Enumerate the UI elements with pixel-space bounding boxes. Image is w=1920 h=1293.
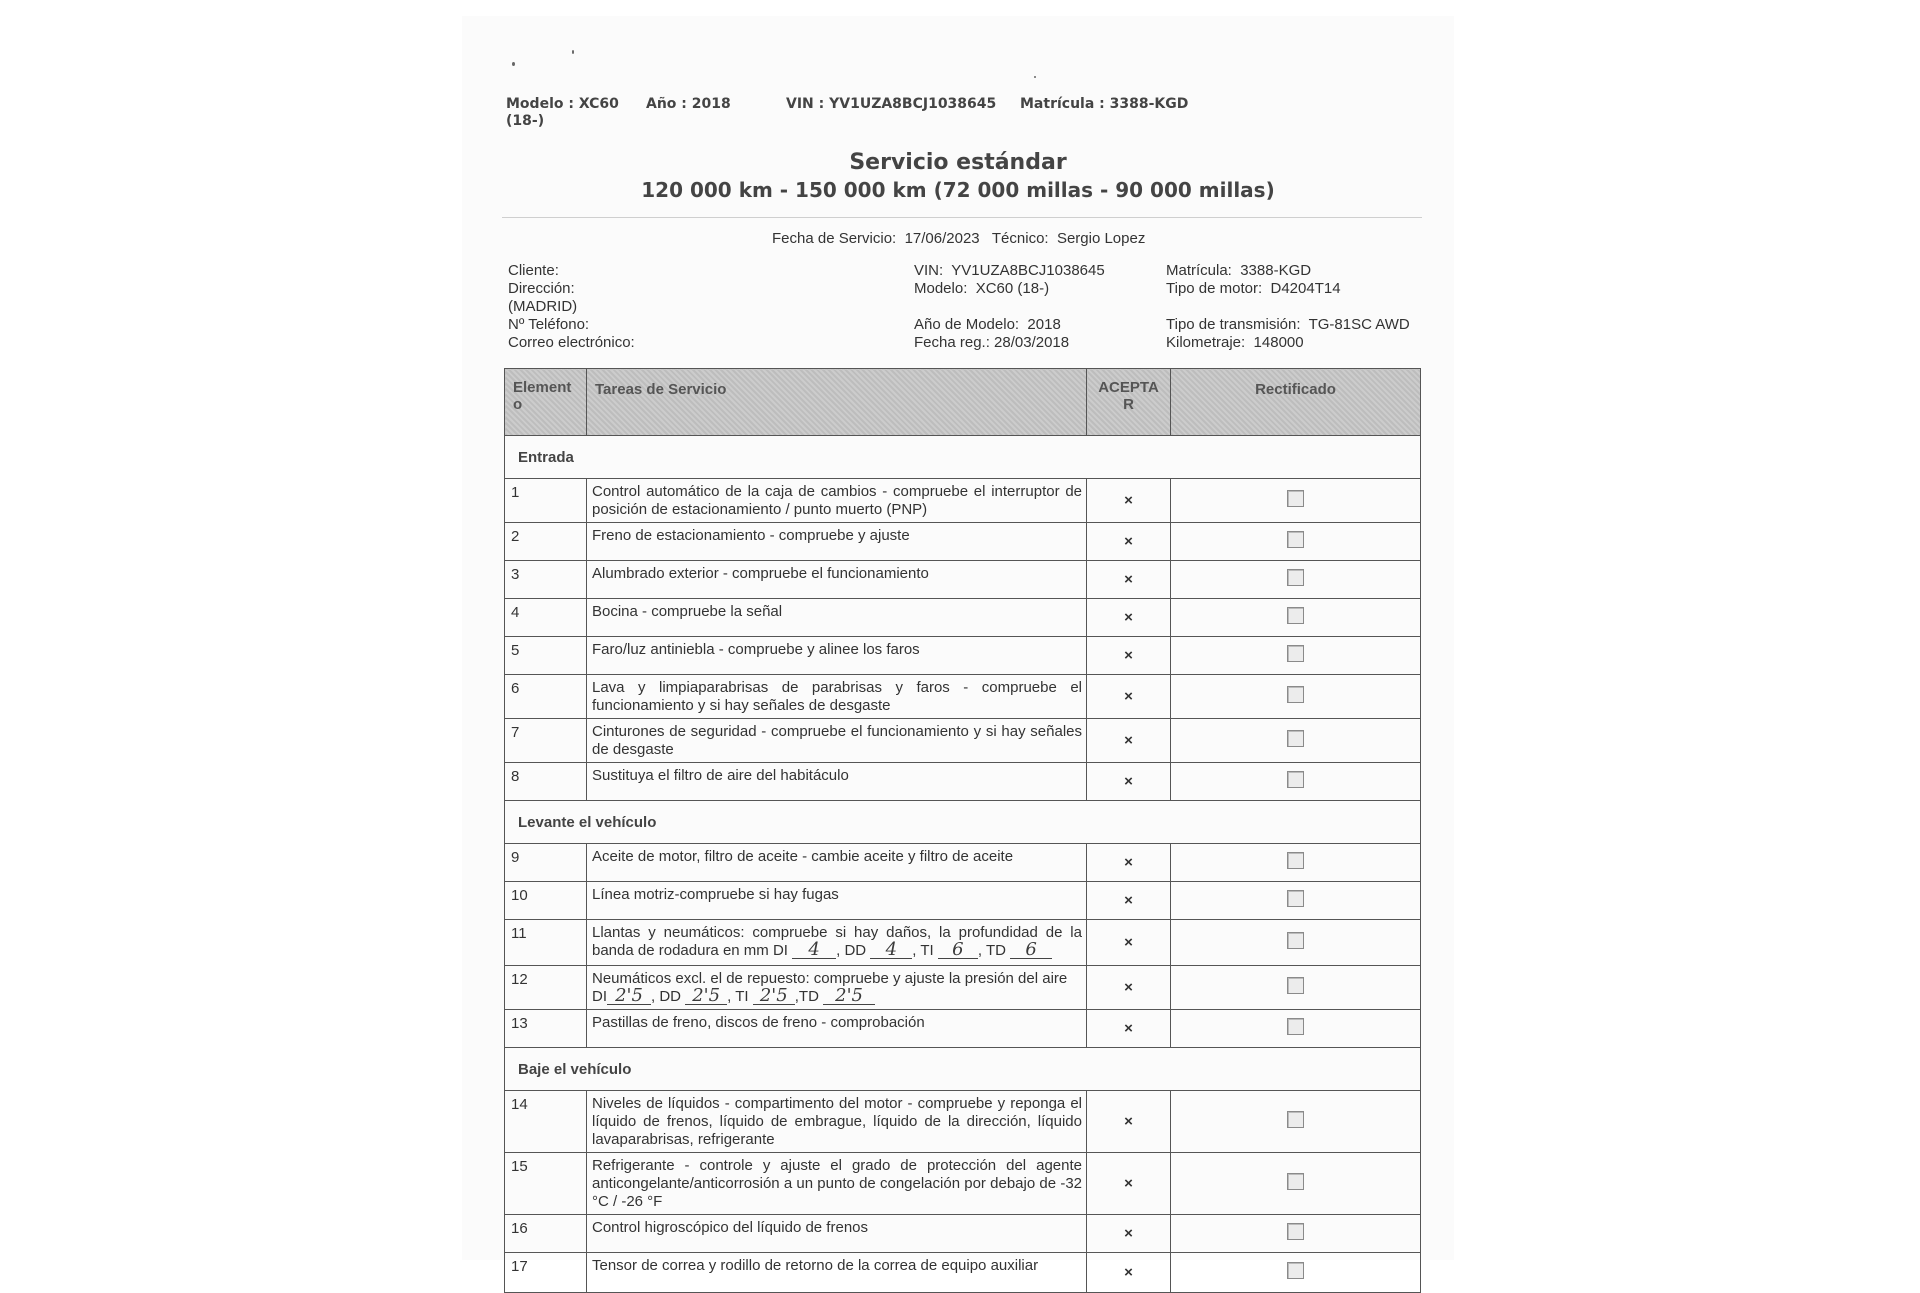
rectified-cell: [1171, 719, 1421, 763]
row-task: Aceite de motor, filtro de aceite - cambie aceite y filtro de aceite: [587, 844, 1087, 882]
scan-speck: [1034, 76, 1036, 78]
accept-cell: [1087, 599, 1171, 637]
plate-value: 3388-KGD: [1240, 262, 1312, 279]
vin-value: YV1UZA8BCJ1038645: [951, 262, 1105, 279]
rectified-checkbox[interactable]: [1287, 607, 1304, 624]
rectified-checkbox[interactable]: [1287, 1173, 1304, 1190]
section-row: [505, 1048, 1421, 1091]
accept-cell: [1087, 1215, 1171, 1253]
year-value: 2018: [1027, 316, 1061, 333]
header-aceptar-line1: ACEPTA: [1098, 379, 1159, 396]
row-number: 9: [505, 844, 587, 882]
technician: Sergio Lopez: [1056, 230, 1146, 247]
table-row: [505, 1253, 1421, 1293]
td-label: ,TD: [794, 988, 819, 1005]
cross-icon: ×: [1124, 1113, 1133, 1130]
model-label: Modelo:: [914, 280, 968, 297]
rectified-checkbox[interactable]: [1287, 852, 1304, 869]
header-modelo: Modelo : XC60: [506, 96, 619, 112]
cross-icon: ×: [1124, 892, 1133, 909]
cross-icon: ×: [1124, 688, 1133, 705]
service-date: 17/06/2023: [904, 230, 980, 247]
rectified-checkbox[interactable]: [1287, 977, 1304, 994]
vehicle-vin: [914, 262, 1105, 280]
rectified-cell: [1171, 844, 1421, 882]
rectified-checkbox[interactable]: [1287, 531, 1304, 548]
scanned-document: [462, 16, 1454, 1281]
ti-label: , TI: [727, 988, 749, 1005]
rectified-cell: [1171, 1215, 1421, 1253]
handwritten-dd: 2'5: [685, 988, 727, 1005]
vehicle-model: [914, 280, 1049, 298]
row-task: Tensor de correa y rodillo de retorno de la correa de equipo auxiliar: [587, 1253, 1087, 1293]
cross-icon: ×: [1124, 979, 1133, 996]
cross-icon: ×: [1124, 773, 1133, 790]
handwritten-td: 2'5: [823, 988, 875, 1005]
table-row: [505, 1091, 1421, 1153]
header-tareas: Tareas de Servicio: [587, 369, 1087, 436]
table-row: [505, 1010, 1421, 1048]
section-entrada: Entrada: [505, 436, 1421, 479]
cross-icon: ×: [1124, 609, 1133, 626]
address-label: Dirección:: [508, 280, 575, 297]
table-row: [505, 966, 1421, 1010]
ti-label: , TI: [912, 942, 934, 959]
cross-icon: ×: [1124, 1225, 1133, 1242]
row-task: Niveles de líquidos - compartimento del motor - compruebe y reponga el líquido de frenos, líquido de embrague, líquido de la dirección, líquido lavaparabrisas, refrigerante: [587, 1091, 1087, 1153]
cross-icon: ×: [1124, 1264, 1133, 1281]
transmission-value: TG-81SC AWD: [1308, 316, 1410, 333]
document-subtitle: 120 000 km - 150 000 km (72 000 millas - 90 000 millas): [641, 178, 1275, 202]
accept-cell: [1087, 882, 1171, 920]
reg-date-value: 28/03/2018: [994, 334, 1070, 351]
row-number: 12: [505, 966, 587, 1010]
row-task: Faro/luz antiniebla - compruebe y alinee los faros: [587, 637, 1087, 675]
row-number: 5: [505, 637, 587, 675]
email-label: Correo electrónico:: [508, 334, 635, 351]
rectified-checkbox[interactable]: [1287, 686, 1304, 703]
year-label: Año de Modelo:: [914, 316, 1020, 333]
header-aceptar: [1087, 369, 1171, 436]
transmission-label: Tipo de transmisión:: [1166, 316, 1301, 333]
section-baje: Baje el vehículo: [505, 1048, 1421, 1091]
table-row: [505, 675, 1421, 719]
rectified-checkbox[interactable]: [1287, 1018, 1304, 1035]
row-number: 1: [505, 479, 587, 523]
row-number: 17: [505, 1253, 587, 1293]
rectified-cell: [1171, 1153, 1421, 1215]
header-modelo-cont: (18-): [506, 113, 545, 129]
accept-cell: [1087, 523, 1171, 561]
accept-cell: [1087, 844, 1171, 882]
row-task: Control higroscópico del líquido de frenos: [587, 1215, 1087, 1253]
rectified-cell: [1171, 920, 1421, 966]
rectified-cell: [1171, 1091, 1421, 1153]
header-elemento-line2: o: [513, 396, 523, 413]
table-row: [505, 1215, 1421, 1253]
row-task: Cinturones de seguridad - compruebe el funcionamiento y si hay señales de desgaste: [587, 719, 1087, 763]
rectified-cell: [1171, 637, 1421, 675]
section-row: [505, 801, 1421, 844]
customer-label: Cliente:: [508, 262, 559, 279]
rectified-cell: [1171, 675, 1421, 719]
rectified-cell: [1171, 882, 1421, 920]
table-row: [505, 719, 1421, 763]
cross-icon: ×: [1124, 1175, 1133, 1192]
rectified-checkbox[interactable]: [1287, 890, 1304, 907]
accept-cell: [1087, 1153, 1171, 1215]
accept-cell: [1087, 561, 1171, 599]
row-task: Sustituya el filtro de aire del habitáculo: [587, 763, 1087, 801]
technician-label: Técnico:: [991, 230, 1049, 247]
row-number: 15: [505, 1153, 587, 1215]
rectified-checkbox[interactable]: [1287, 490, 1304, 507]
row-task: [587, 920, 1087, 966]
row-number: 10: [505, 882, 587, 920]
city: (MADRID): [508, 298, 578, 315]
rectified-checkbox[interactable]: [1287, 771, 1304, 788]
service-date-label: Fecha de Servicio:: [772, 230, 897, 247]
handwritten-ti: 2'5: [753, 988, 795, 1005]
row-number: 6: [505, 675, 587, 719]
rectified-checkbox[interactable]: [1287, 1111, 1304, 1128]
scan-speck: [512, 62, 515, 66]
table-row: [505, 844, 1421, 882]
di-label: DI: [592, 988, 607, 1005]
divider: [502, 217, 1422, 218]
rectified-checkbox[interactable]: [1287, 730, 1304, 747]
model-value: XC60 (18-): [975, 280, 1050, 297]
table-row: [505, 763, 1421, 801]
row-number: 2: [505, 523, 587, 561]
row-task: Freno de estacionamiento - compruebe y ajuste: [587, 523, 1087, 561]
row-number: 4: [505, 599, 587, 637]
phone-label: Nº Teléfono:: [508, 316, 590, 333]
scan-speck: [572, 50, 574, 54]
table-row: [505, 882, 1421, 920]
accept-cell: [1087, 719, 1171, 763]
row-number: 13: [505, 1010, 587, 1048]
handwritten-dd: 4: [870, 942, 912, 959]
row-task: Control automático de la caja de cambios - compruebe el interruptor de posición de estacionamiento / punto muerto (PNP): [587, 479, 1087, 523]
accept-cell: [1087, 763, 1171, 801]
table-row: [505, 637, 1421, 675]
document-title: Servicio estándar: [849, 150, 1067, 175]
row-number: 7: [505, 719, 587, 763]
cross-icon: ×: [1124, 571, 1133, 588]
cross-icon: ×: [1124, 934, 1133, 951]
cross-icon: ×: [1124, 533, 1133, 550]
accept-cell: [1087, 1253, 1171, 1293]
header-rectificado: Rectificado: [1171, 369, 1421, 436]
engine-label: Tipo de motor:: [1166, 280, 1263, 297]
vehicle-engine: [1166, 280, 1341, 298]
vin-label: VIN:: [914, 262, 944, 279]
td-label: , TD: [977, 942, 1006, 959]
header-elemento: [505, 369, 587, 436]
cross-icon: ×: [1124, 732, 1133, 749]
section-levante: Levante el vehículo: [505, 801, 1421, 844]
row-task: [587, 966, 1087, 1010]
row-number: 11: [505, 920, 587, 966]
vehicle-transmission: [1166, 316, 1410, 334]
row-task-text: Neumáticos excl. el de repuesto: compruebe y ajuste la presión del aire: [592, 970, 1068, 987]
engine-value: D4204T14: [1270, 280, 1341, 297]
table-row: [505, 599, 1421, 637]
rectified-cell: [1171, 599, 1421, 637]
dd-label: , DD: [836, 942, 867, 959]
row-number: 8: [505, 763, 587, 801]
table-row: [505, 523, 1421, 561]
table-row: [505, 920, 1421, 966]
row-task: Lava y limpiaparabrisas de parabrisas y faros - compruebe el funcionamiento y si hay señales de desgaste: [587, 675, 1087, 719]
section-row: [505, 436, 1421, 479]
accept-cell: [1087, 637, 1171, 675]
accept-cell: [1087, 675, 1171, 719]
service-tasks-table: [504, 368, 1421, 1293]
row-task: Refrigerante - controle y ajuste el grado de protección del agente anticongelante/anticorrosión a un punto de congelación por debajo de -32 °C / -26 °F: [587, 1153, 1087, 1215]
row-number: 3: [505, 561, 587, 599]
rectified-checkbox[interactable]: [1287, 645, 1304, 662]
accept-cell: [1087, 1091, 1171, 1153]
plate-label: Matrícula:: [1166, 262, 1232, 279]
table-header-row: [505, 369, 1421, 436]
row-task: Alumbrado exterior - compruebe el funcionamiento: [587, 561, 1087, 599]
rectified-cell: [1171, 561, 1421, 599]
row-number: 14: [505, 1091, 587, 1153]
header-matricula: Matrícula : 3388-KGD: [1020, 96, 1189, 112]
rectified-cell: [1171, 479, 1421, 523]
row-task-text: Llantas y neumáticos: compruebe si hay daños, la profundidad de la banda de rodadura en mm DI: [592, 924, 1082, 959]
handwritten-td: 6: [1010, 942, 1052, 959]
rectified-cell: [1171, 966, 1421, 1010]
cross-icon: ×: [1124, 492, 1133, 509]
table-row: [505, 561, 1421, 599]
header-vin: VIN : YV1UZA8BCJ1038645: [786, 96, 997, 112]
rectified-checkbox[interactable]: [1287, 569, 1304, 586]
mileage-label: Kilometraje:: [1166, 334, 1246, 351]
header-aceptar-line2: R: [1123, 396, 1134, 413]
vehicle-plate: [1166, 262, 1311, 280]
vehicle-mileage: [1166, 334, 1304, 352]
accept-cell: [1087, 479, 1171, 523]
handwritten-di: 4: [792, 942, 836, 959]
header-anio: Año : 2018: [646, 96, 731, 112]
cross-icon: ×: [1124, 854, 1133, 871]
row-task: Bocina - compruebe la señal: [587, 599, 1087, 637]
rectified-cell: [1171, 523, 1421, 561]
mileage-value: 148000: [1253, 334, 1304, 351]
row-number: 16: [505, 1215, 587, 1253]
rectified-cell: [1171, 1253, 1421, 1293]
table-row: [505, 479, 1421, 523]
rectified-checkbox[interactable]: [1287, 1223, 1304, 1240]
accept-cell: [1087, 1010, 1171, 1048]
vehicle-reg-date: [914, 334, 1069, 352]
row-task: Pastillas de freno, discos de freno - comprobación: [587, 1010, 1087, 1048]
vehicle-year: [914, 316, 1061, 334]
cross-icon: ×: [1124, 647, 1133, 664]
accept-cell: [1087, 966, 1171, 1010]
rectified-checkbox[interactable]: [1287, 932, 1304, 949]
rectified-cell: [1171, 1010, 1421, 1048]
rectified-checkbox[interactable]: [1287, 1262, 1304, 1279]
accept-cell: [1087, 920, 1171, 966]
service-date-line: [772, 230, 1145, 248]
dd-label: , DD: [651, 988, 681, 1005]
cross-icon: ×: [1124, 1020, 1133, 1037]
table-row: [505, 1153, 1421, 1215]
row-task: Línea motriz-compruebe si hay fugas: [587, 882, 1087, 920]
rectified-cell: [1171, 763, 1421, 801]
header-elemento-line1: Element: [513, 379, 572, 396]
handwritten-ti: 6: [938, 942, 978, 959]
reg-date-label: Fecha reg.:: [914, 334, 990, 351]
handwritten-di: 2'5: [607, 988, 651, 1005]
